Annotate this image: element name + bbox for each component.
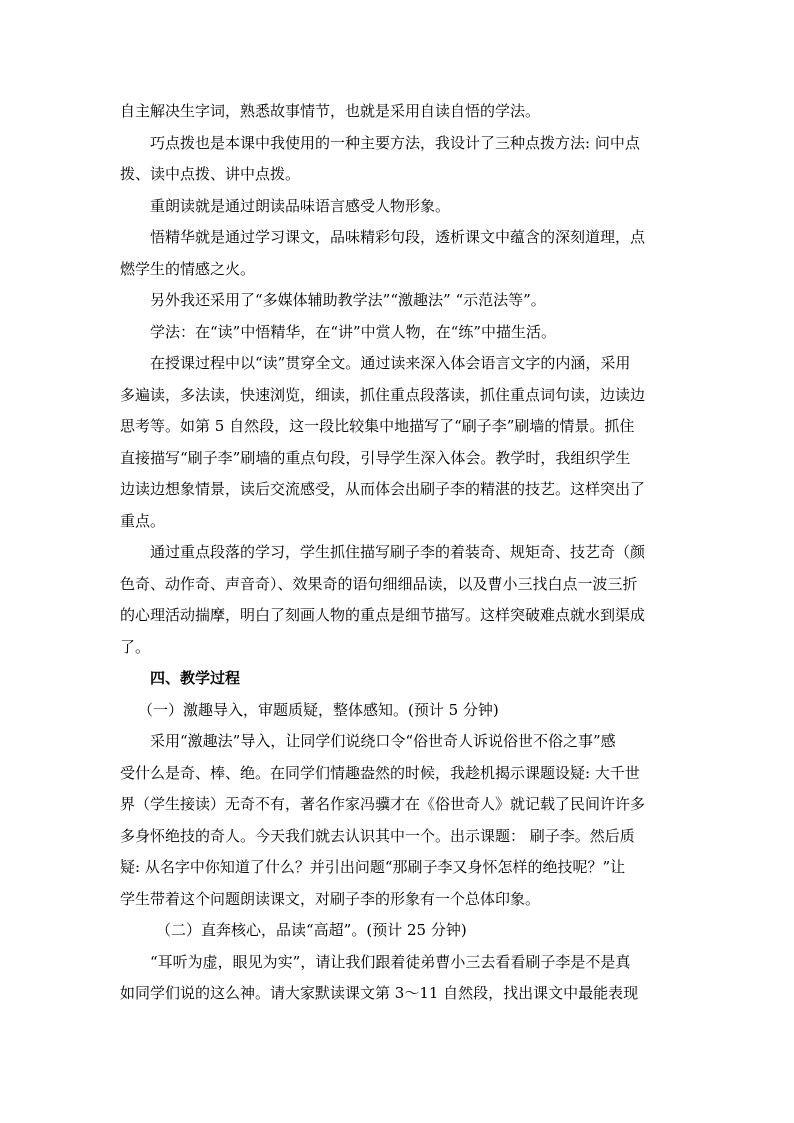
text-line: 采用“激趣法”导入，让同学们说绕口令“俗世奇人诉说俗世不俗之事”感 bbox=[150, 732, 616, 750]
paragraph-interest-intro bbox=[120, 726, 678, 915]
heading-text: 四、教学过程 bbox=[150, 669, 241, 687]
subsection-core bbox=[120, 915, 678, 947]
subsection-intro bbox=[120, 695, 678, 727]
paragraph-other-methods bbox=[120, 285, 678, 317]
text-line: 另外我还采用了“多媒体辅助教学法”“激趣法” “示范法等”。 bbox=[150, 291, 546, 309]
text-line: 燃学生的情感之火。 bbox=[120, 259, 256, 278]
text-line: 巧点拨也是本课中我使用的一种主要方法，我设计了三种点拨方法: 问中点 bbox=[150, 133, 640, 152]
text-line: “耳听为虚，眼见为实”，请让我们跟着徒弟曹小三去看看刷子李是不是真 bbox=[150, 952, 631, 971]
text-line: 界（学生接读）无奇不有，著名作家冯骥才在《俗世奇人》就记载了民间许许多 bbox=[120, 795, 646, 813]
text-line: 学生带着这个问题朗读课文，对刷子李的形象有一个总体印象。 bbox=[120, 889, 541, 908]
paragraph-key-passages bbox=[120, 537, 678, 663]
text-line: 多遍读，多法读，快速浏览，细读，抓住重点段落读，抓住重点词句读，边读边 bbox=[120, 385, 646, 404]
paragraph-study-method bbox=[120, 317, 678, 349]
subheading-text: （一）激趣导入，审题质疑，整体感知。(预计 5 分钟) bbox=[138, 700, 499, 719]
paragraph-self-study bbox=[120, 96, 678, 128]
text-line: 受什么是奇、棒、绝。在同学们情趣盎然的时候，我趁机揭示课题设疑: 大千世 bbox=[120, 763, 640, 782]
text-line: 自主解决生字词，熟悉故事情节，也就是采用自读自悟的学法。 bbox=[120, 102, 541, 120]
text-line: 悟精华就是通过学习课文，品味精彩句段，透析课文中蕴含的深刻道理，点 bbox=[150, 228, 646, 246]
text-line: 重点。 bbox=[120, 511, 166, 530]
paragraph-essence bbox=[120, 222, 678, 285]
paragraph-reading-aloud bbox=[120, 191, 678, 223]
text-line: 学法：在“读”中悟精华，在“讲”中赏人物，在“练”中描生活。 bbox=[150, 322, 557, 341]
text-line: 的心理活动揣摩，明白了刻画人物的重点是细节描写。这样突破难点就水到渠成 bbox=[120, 606, 646, 624]
paragraph-teaching-reading bbox=[120, 348, 678, 537]
text-line: 拨、读中点拨、讲中点拨。 bbox=[120, 165, 301, 183]
text-line: 如同学们说的这么神。请大家默读课文第 3～11 自然段，找出课文中最能表现 bbox=[120, 984, 639, 1002]
text-line: 重朗读就是通过朗读品味语言感受人物形象。 bbox=[150, 196, 451, 215]
document-page bbox=[120, 96, 678, 1010]
paragraph-guidance-method bbox=[120, 128, 678, 191]
text-line: 边读边想象情景，读后交流感受，从而体会出刷子李的精湛的技艺。这样突出了 bbox=[120, 480, 646, 498]
paragraph-seeing-believing bbox=[120, 947, 678, 1010]
text-line: 疑: 从名字中你知道了什么？并引出问题“那刷子李又身怀怎样的绝技呢？”让 bbox=[120, 858, 626, 876]
text-line: 思考等。如第 5 自然段，这一段比较集中地描写了“刷子李”刷墙的情景。抓住 bbox=[120, 417, 635, 435]
text-line: 通过重点段落的学习，学生抓住描写刷子李的着装奇、规矩奇、技艺奇（颜 bbox=[150, 543, 646, 561]
text-line: 了。 bbox=[120, 637, 151, 656]
text-line: 在授课过程中以“读”贯穿全文。通过读来深入体会语言文字的内涵，采用 bbox=[150, 354, 631, 372]
subheading-text: （二）直奔核心，品读“高超”。(预计 25 分钟) bbox=[156, 921, 467, 939]
text-line: 多身怀绝技的奇人。今天我们就去认识其中一个。出示课题： 刷子李。然后质 bbox=[120, 826, 635, 845]
section-heading-teaching-process bbox=[120, 663, 678, 695]
text-line: 直接描写“刷子李”刷墙的重点句段，引导学生深入体会。教学时，我组织学生 bbox=[120, 448, 631, 467]
text-line: 色奇、动作奇、声音奇）、效果奇的语句细细品读，以及曹小三找白点一波三折 bbox=[120, 574, 638, 593]
